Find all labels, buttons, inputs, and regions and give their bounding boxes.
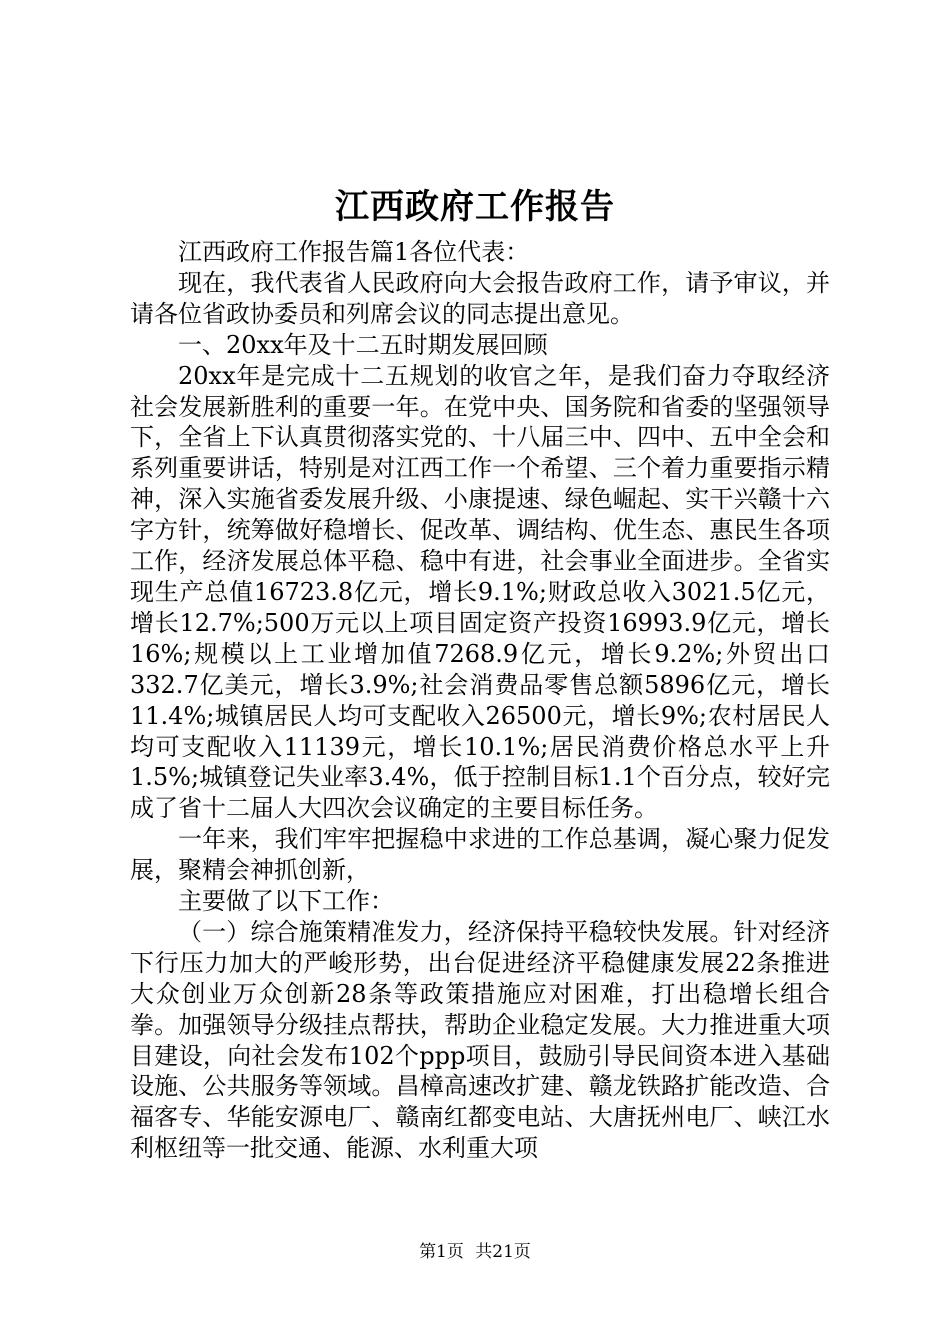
paragraph-review: 20xx年是完成十二五规划的收官之年，是我们奋力夺取经济社会发展新胜利的重要一年。在党中央、国务院和省委的坚强领导下，全省上下认真贯彻落实党的、十八届三中、四中、五中全会和系列重要讲话，特别是对江西工作一个希望、三个着力重要指示精神，深入实施省委发展升级、小康提速、绿色崛起、实干兴赣十六字方针，统筹做好稳增长、促改革、调结构、优生态、惠民生各项工作，经济发展总体平稳、稳中有进，社会事业全面进步。全省实现生产总值16723.8亿元，增长9.1%;财政总收入3021.5亿元，增长12.7%;500万元以上项目固定资产投资16993.9亿元，增长16%;规模以上工业增加值7268.9亿元，增长9.2%;外贸出口332.7亿美元，增长3.9%;社会消费品零售总额5896亿元，增长11.4%;城镇居民人均可支配收入26500元，增长9%;农村居民人均可支配收入11139元，增长10.1%;居民消费价格总水平上升1.5%;城镇登记失业率3.4%，低于控制目标1.1个百分点，较好完成了省十二届人大四次会议确定的主要目标任务。 <box>130 361 830 823</box>
section-heading: 一、20xx年及十二五时期发展回顾 <box>178 330 548 359</box>
page-footer <box>0 1240 950 1264</box>
paragraph-item-one: （一）综合施策精准发力，经济保持平稳较快发展。针对经济下行压力加大的严峻形势，出台促进经济平稳健康发展22条推进大众创业万众创新28条等政策措施应对困难，打出稳增长组合拳。加强领导分级挂点帮扶，帮助企业稳定发展。大力推进重大项目建设，向社会发布102个ppp项目，鼓励引导民间资本进入基础设施、公共服务等领域。昌樟高速改扩建、赣龙铁路扩能改造、合福客专、华能安源电厂、赣南红都变电站、大唐抚州电厂、峡江水利枢纽等一批交通、能源、水利重大项 <box>130 917 830 1163</box>
paragraph-work-intro: 主要做了以下工作： <box>178 887 394 916</box>
page-total: 共21页 <box>475 1242 531 1262</box>
paragraph-intro: 江西政府工作报告篇1各位代表： <box>178 238 530 266</box>
paragraph-opening: 现在，我代表省人民政府向大会报告政府工作，请予审议，并请各位省政协委员和列席会议的同志提出意见。 <box>130 268 830 328</box>
document-title: 江西政府工作报告 <box>335 187 615 227</box>
paragraph-year-summary: 一年来，我们牢牢把握稳中求进的工作总基调，凝心聚力促发展，聚精会神抓创新， <box>130 825 830 885</box>
document-body <box>130 237 830 1164</box>
page-number: 第1页 <box>419 1242 464 1262</box>
